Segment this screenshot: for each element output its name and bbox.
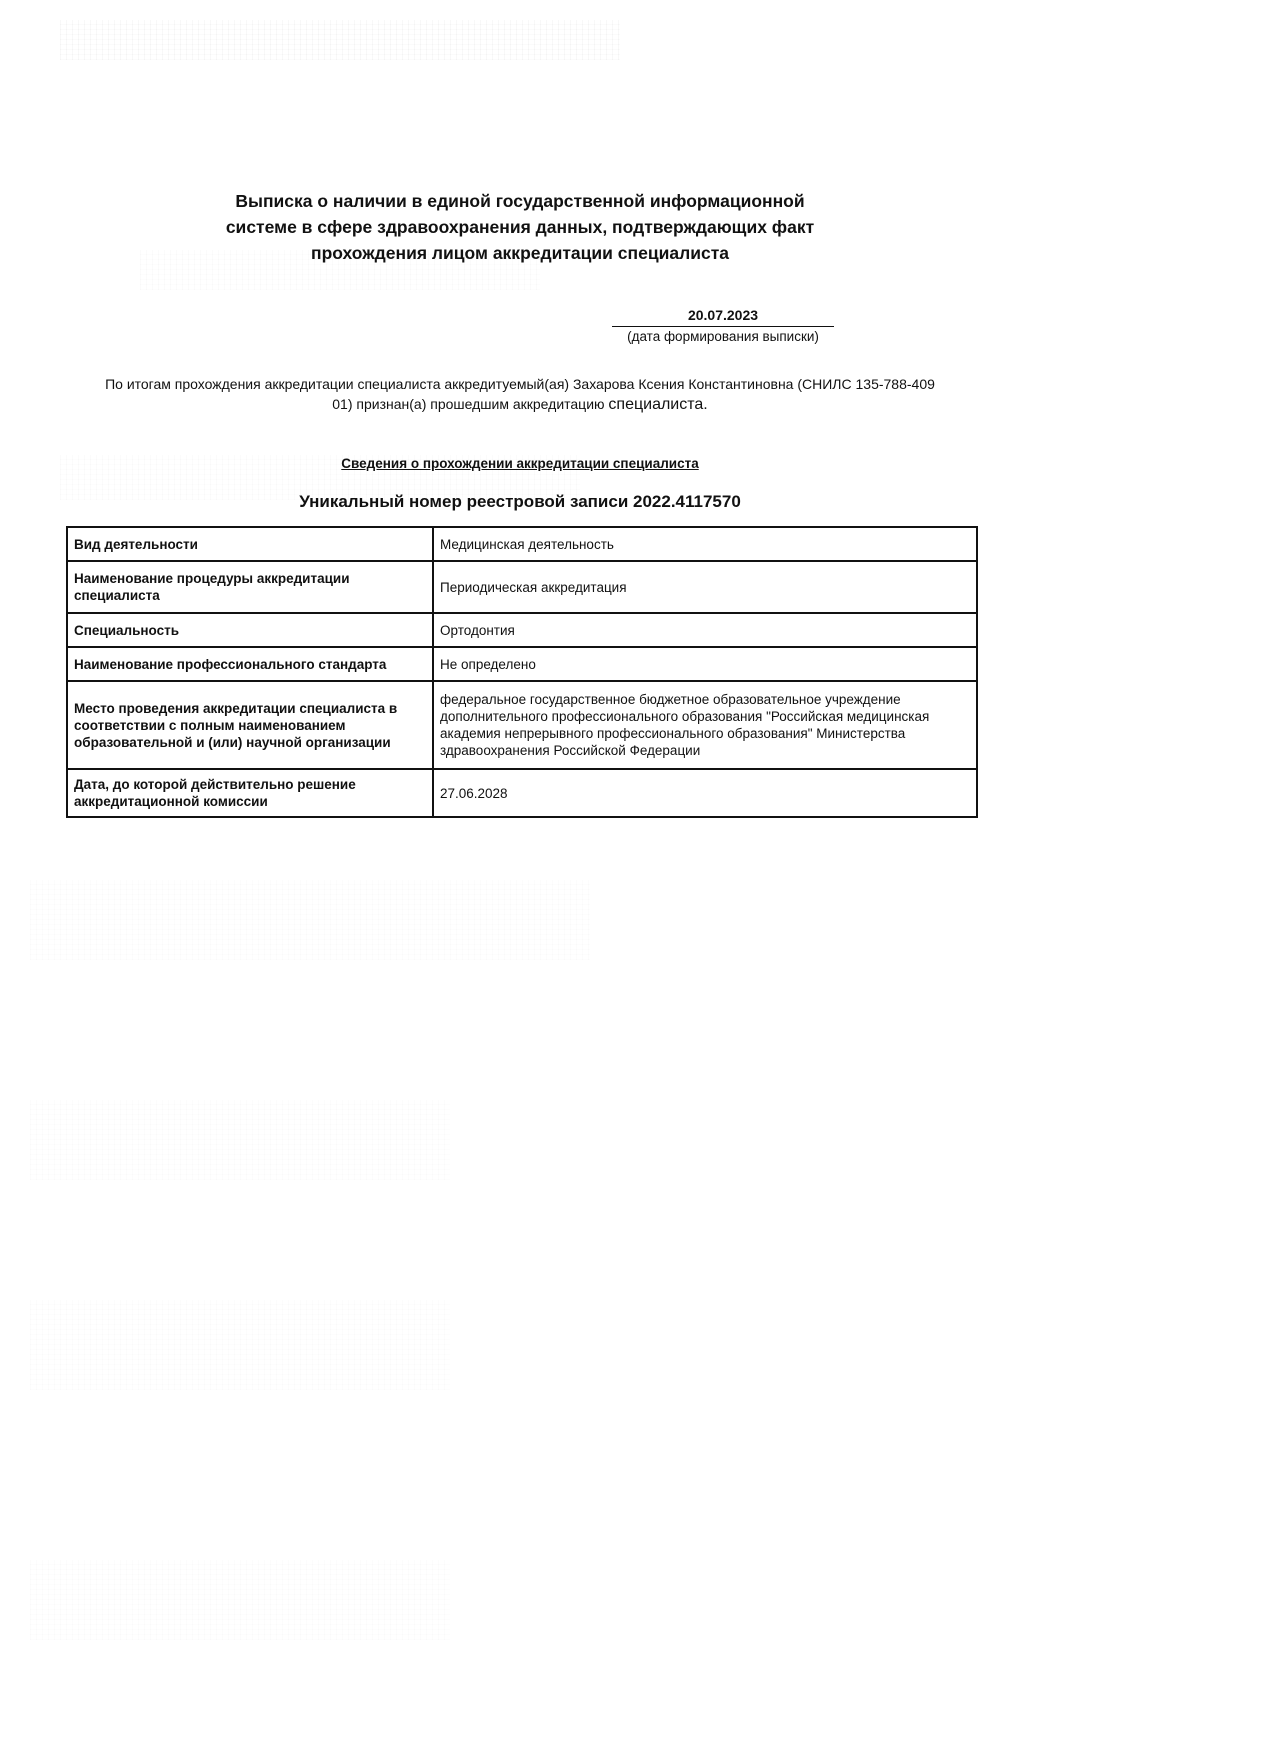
section-heading: Сведения о прохождении аккредитации специалиста: [341, 456, 699, 471]
row-value: Ортодонтия: [433, 613, 977, 647]
scan-noise-lower-3: [30, 1300, 450, 1390]
intro-paragraph: [60, 374, 980, 415]
intro-line-2-specialist: специалиста.: [608, 396, 708, 413]
row-value: Периодическая аккредитация: [433, 561, 977, 613]
intro-line-2-text: 01) признан(а) прошедшим аккредитацию: [332, 396, 605, 412]
issue-date-caption: (дата формирования выписки): [627, 329, 819, 344]
row-label: Дата, до которой действительно решение аккредитационной комиссии: [67, 769, 433, 817]
scan-noise-lower-1: [30, 880, 590, 960]
intro-line-1: По итогам прохождения аккредитации специалиста аккредитуемый(ая) Захарова Ксения Константиновна (СНИЛС 135-788-409: [105, 376, 935, 392]
row-value: 27.06.2028: [433, 769, 977, 817]
table-row: [67, 527, 977, 561]
issue-date: 20.07.2023: [612, 306, 834, 327]
record-number: Уникальный номер реестровой записи 2022.4117570: [299, 492, 741, 511]
row-label: Специальность: [67, 613, 433, 647]
table-row: [67, 647, 977, 681]
scan-noise-lower-2: [30, 1100, 450, 1180]
table-row: [67, 561, 977, 613]
title-line-2: системе в сфере здравоохранения данных, подтверждающих факт: [225, 217, 815, 237]
row-value: Медицинская деятельность: [433, 527, 977, 561]
row-label: Вид деятельности: [67, 527, 433, 561]
table-row: [67, 769, 977, 817]
intro-line-2: [60, 394, 980, 415]
row-value: Не определено: [433, 647, 977, 681]
row-label: Место проведения аккредитации специалиста в соответствии с полным наименованием образовательной и (или) научной организации: [67, 681, 433, 769]
scan-noise-lower-4: [30, 1560, 450, 1640]
row-value: федеральное государственное бюджетное образовательное учреждение дополнительного профессионального образования "Российская медицинская академия непрерывного профессионального образования" Министерства здравоохранения Российской Федерации: [433, 681, 977, 769]
table-row: [67, 681, 977, 769]
table-row: [67, 613, 977, 647]
row-label: Наименование процедуры аккредитации специалиста: [67, 561, 433, 613]
document-title: [150, 188, 890, 266]
scan-noise-top: [60, 20, 620, 60]
title-line-1: Выписка о наличии в единой государственной информационной: [235, 191, 805, 211]
title-line-3: прохождения лицом аккредитации специалиста: [311, 243, 729, 263]
date-block: [612, 306, 834, 346]
accreditation-table: [66, 526, 978, 818]
row-label: Наименование профессионального стандарта: [67, 647, 433, 681]
